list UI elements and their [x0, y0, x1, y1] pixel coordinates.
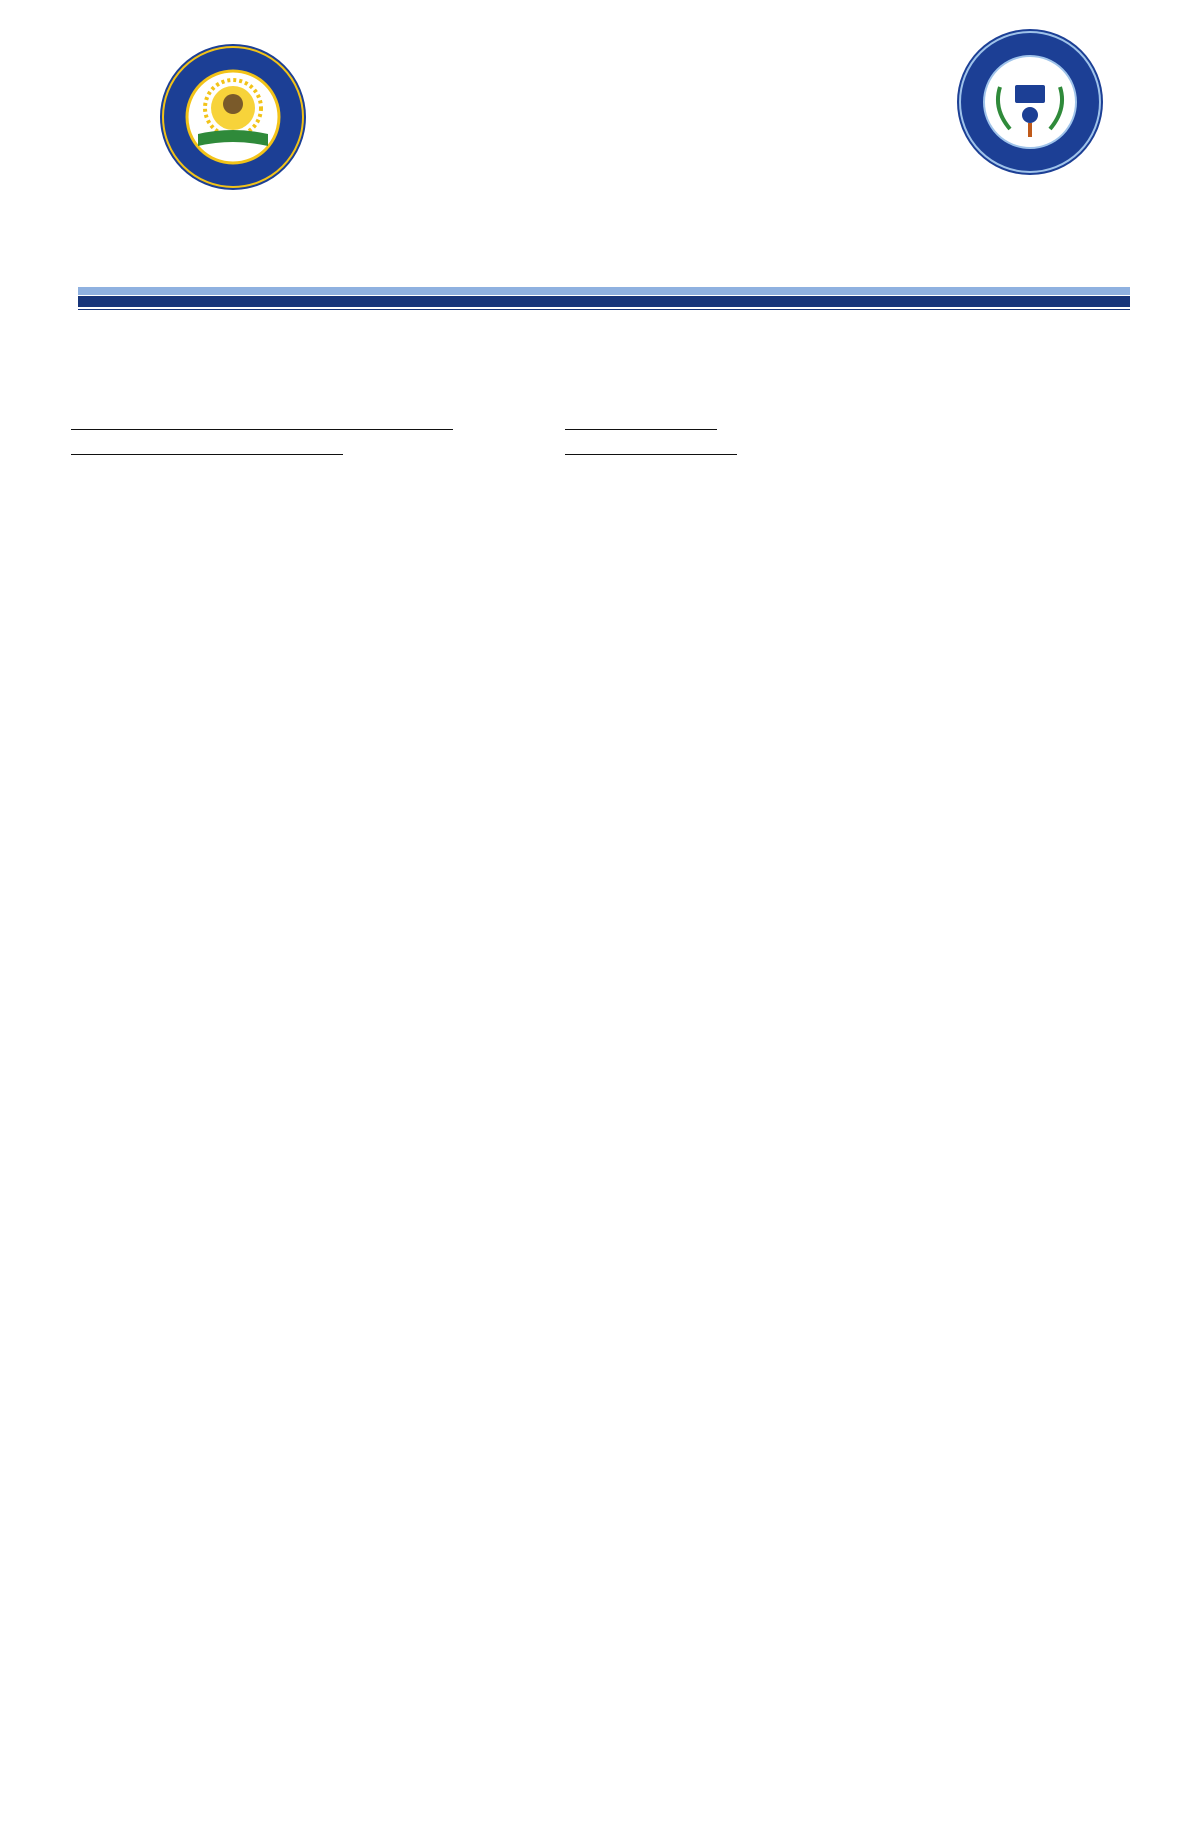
- gapan-city-college-seal: [158, 42, 308, 192]
- year-section-field[interactable]: [71, 438, 343, 461]
- bachelor-of-arts-english-seal: [955, 27, 1105, 177]
- score-blank[interactable]: [565, 413, 637, 430]
- date-field[interactable]: [565, 438, 737, 461]
- name-field[interactable]: [71, 413, 453, 436]
- book-icon: [1015, 85, 1045, 103]
- name-blank[interactable]: [71, 413, 453, 430]
- questions-column-left: [71, 490, 601, 506]
- year-section-blank[interactable]: [71, 438, 343, 455]
- date-blank[interactable]: [565, 438, 737, 455]
- torch-icon: [1028, 123, 1032, 137]
- header-band-line: [78, 309, 1130, 310]
- figure-icon: [223, 94, 243, 114]
- score-field[interactable]: [565, 413, 717, 436]
- globe-icon: [1022, 107, 1038, 123]
- header-band-light: [78, 287, 1130, 295]
- score-total-blank[interactable]: [637, 413, 717, 430]
- header-band-dark: [78, 296, 1130, 307]
